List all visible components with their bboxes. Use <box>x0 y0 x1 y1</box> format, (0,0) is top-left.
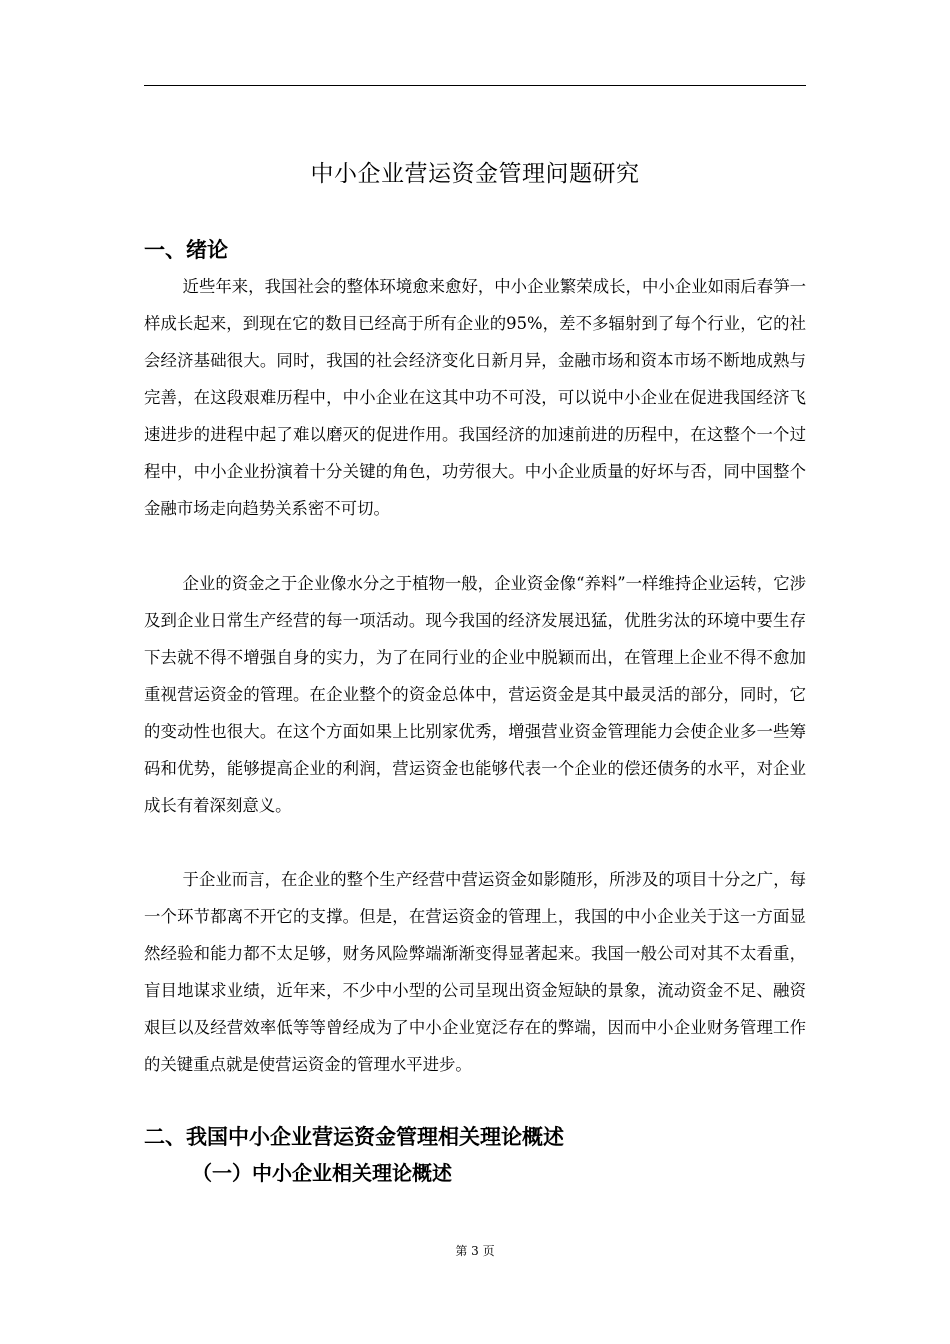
document-title: 中小企业营运资金管理问题研究 <box>310 161 640 187</box>
paragraph-1: 近些年来，我国社会的整体环境愈来愈好，中小企业繁荣成长，中小企业如雨后春笋一样成长起来，到现在它的数目已经高于所有企业的95%，差不多辐射到了每个行业，它的社会经济基础很大。同时，我国的社会经济变化日新月异，金融市场和资本市场不断地成熟与完善，在这段艰难历程中，中小企业在这其中功不可没，可以说中小企业在促进我国经济飞速进步的进程中起了难以磨灭的促进作用。我国经济的加速前进的历程中，在这整个一个过程中，中小企业扮演着十分关键的角色，功劳很大。中小企业质量的好坏与否，同中国整个金融市场走向趋势关系密不可切。 <box>144 277 806 518</box>
section-heading-introduction: 一、绪论 <box>144 238 228 262</box>
paragraph-2: 企业的资金之于企业像水分之于植物一般，企业资金像“养料”一样维持企业运转，它涉及到企业日常生产经营的每一项活动。现今我国的经济发展迅猛，优胜劣汰的环境中要生存下去就不得不增强自身的实力，为了在同行业的企业中脱颖而出，在管理上企业不得不愈加重视营运资金的管理。在企业整个的资金总体中，营运资金是其中最灵活的部分，同时，它的变动性也很大。在这个方面如果上比别家优秀，增强营业资金管理能力会使企业多一些筹码和优势，能够提高企业的利润，营运资金也能够代表一个企业的偿还债务的水平，对企业成长有着深刻意义。 <box>144 574 806 815</box>
subsection-heading-sme-theory: （一）中小企业相关理论概述 <box>192 1161 452 1185</box>
section-heading-theory-overview: 二、我国中小企业营运资金管理相关理论概述 <box>144 1125 564 1149</box>
paragraph-3: 于企业而言，在企业的整个生产经营中营运资金如影随形，所涉及的项目十分之广，每一个环节都离不开它的支撑。但是，在营运资金的管理上，我国的中小企业关于这一方面显然经验和能力都不太足够，财务风险弊端渐渐变得显著起来。我国一般公司对其不太看重，盲目地谋求业绩，近年来，不少中小型的公司呈现出资金短缺的景象，流动资金不足、融资艰巨以及经营效率低等等曾经成为了中小企业宽泛存在的弊端，因而中小企业财务管理工作的关键重点就是使营运资金的管理水平进步。 <box>144 870 806 1074</box>
header-rule <box>144 85 806 86</box>
page-number: 第 3 页 <box>455 1244 495 1258</box>
